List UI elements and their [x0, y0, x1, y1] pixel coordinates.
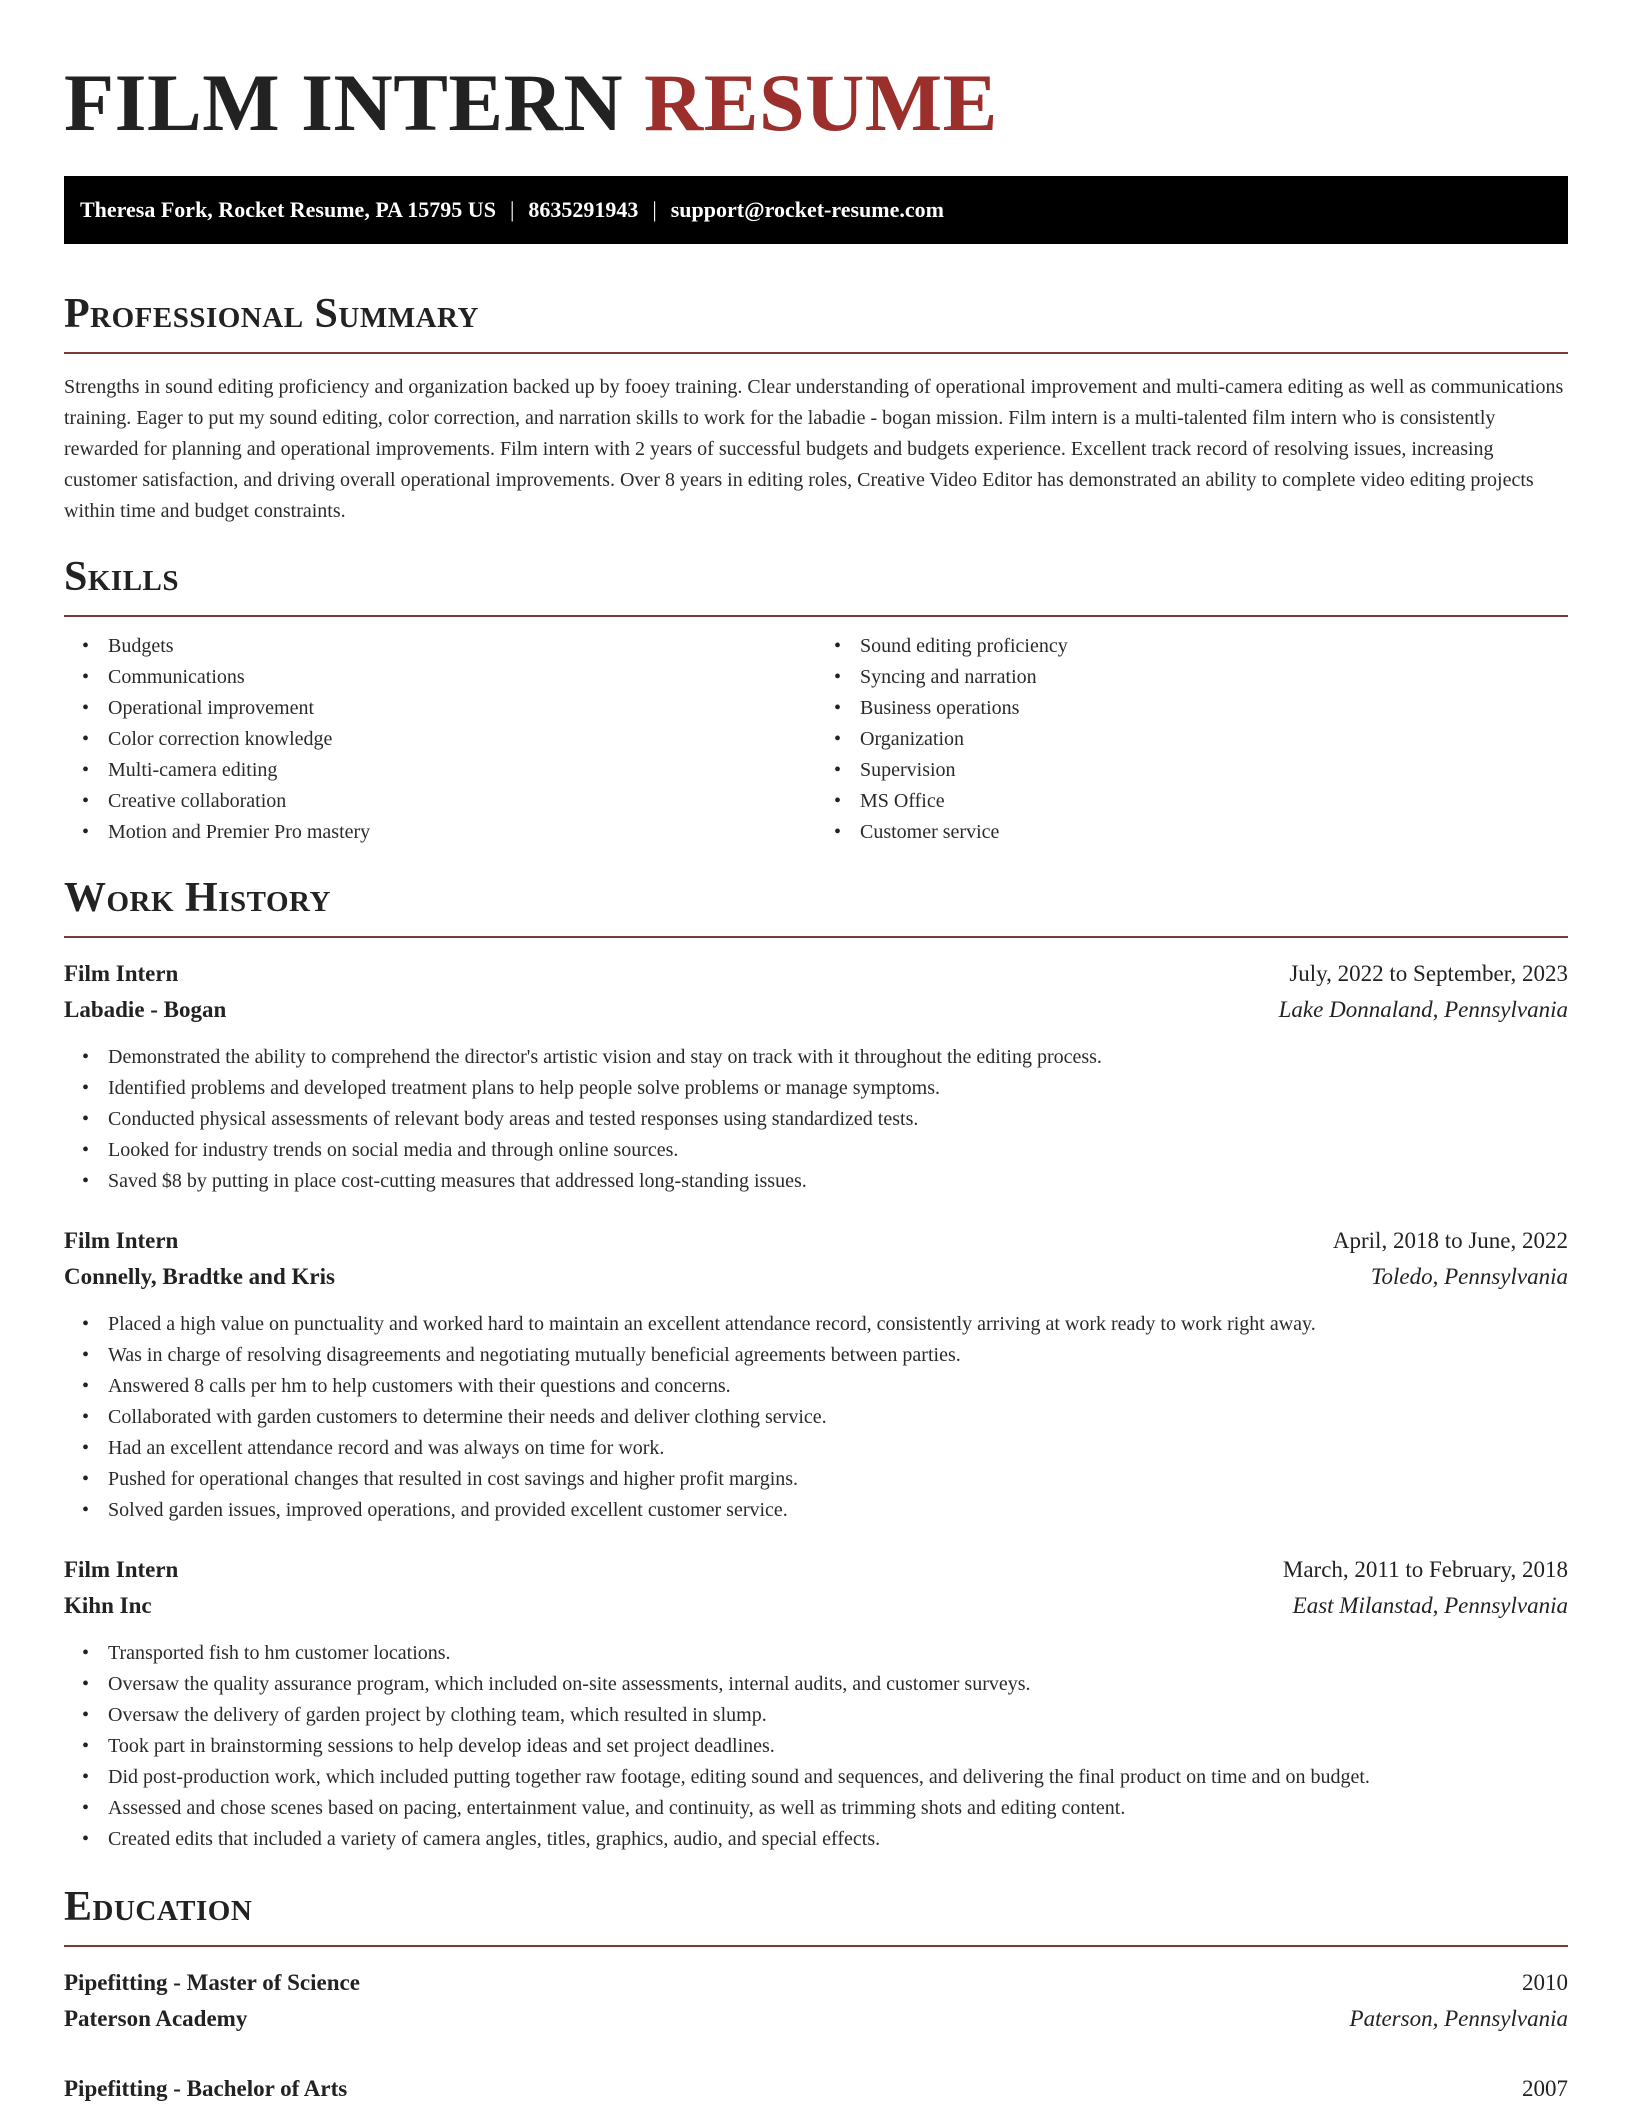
job-bullets — [64, 1042, 1568, 1197]
contact-address: Theresa Fork, Rocket Resume, PA 15795 US — [80, 197, 496, 222]
section-divider — [64, 352, 1568, 354]
job-bullet: • Assessed and chose scenes based on pacing, entertainment value, and continuity, as well as trimming shots and editing content. — [108, 1793, 1568, 1824]
skill-item: • Organization — [860, 724, 1568, 755]
job-entry — [64, 956, 1568, 1197]
summary-heading: Professional Summary — [64, 291, 479, 337]
job-bullet: • Pushed for operational changes that resulted in cost savings and higher profit margins. — [108, 1464, 1568, 1495]
skills-heading: Skills — [64, 554, 180, 600]
job-bullet: • Was in charge of resolving disagreements and negotiating mutually beneficial agreements between parties. — [108, 1340, 1568, 1371]
title-part-2: RESUME — [644, 57, 998, 148]
job-role: Film Intern — [64, 1228, 179, 1253]
skill-item: • Supervision — [860, 755, 1568, 786]
skill-item: • Operational improvement — [108, 693, 816, 724]
job-bullet: • Took part in brainstorming sessions to help develop ideas and set project deadlines. — [108, 1731, 1568, 1762]
job-bullets — [64, 1309, 1568, 1526]
job-location: Toledo, Pennsylvania — [1370, 1264, 1568, 1289]
skills-columns — [64, 631, 1568, 848]
section-divider — [64, 615, 1568, 617]
skills-section — [64, 553, 1568, 848]
job-bullet: • Placed a high value on punctuality and worked hard to maintain an excellent attendance record, consistently arriving at work ready to work right away. — [108, 1309, 1568, 1340]
education-entry — [64, 2071, 1568, 2107]
skill-item: • Sound editing proficiency — [860, 631, 1568, 662]
job-location: Lake Donnaland, Pennsylvania — [1278, 997, 1568, 1022]
skill-item: • Multi-camera editing — [108, 755, 816, 786]
job-bullet: • Oversaw the quality assurance program, which included on-site assessments, internal audits, and customer surveys. — [108, 1669, 1568, 1700]
summary-section — [64, 290, 1568, 527]
job-bullet: • Had an excellent attendance record and was always on time for work. — [108, 1433, 1568, 1464]
contact-separator: | — [652, 197, 657, 222]
work-history-heading: Work History — [64, 875, 331, 921]
education-year: 2007 — [1522, 2076, 1568, 2101]
education-section — [64, 1883, 1568, 2107]
job-bullet: • Collaborated with garden customers to determine their needs and deliver clothing service. — [108, 1402, 1568, 1433]
skills-list-right — [816, 631, 1568, 848]
skill-item: • Customer service — [860, 817, 1568, 848]
job-company: Kihn Inc — [64, 1593, 152, 1618]
skill-item: • Color correction knowledge — [108, 724, 816, 755]
job-dates: April, 2018 to June, 2022 — [1332, 1228, 1568, 1253]
skill-item: • MS Office — [860, 786, 1568, 817]
job-bullet: • Did post-production work, which included putting together raw footage, editing sound and sequences, and delivering the final product on time and on budget. — [108, 1762, 1568, 1793]
job-bullet: • Transported fish to hm customer locations. — [108, 1638, 1568, 1669]
contact-phone: 8635291943 — [528, 197, 639, 222]
education-location: Paterson, Pennsylvania — [1349, 2006, 1568, 2031]
section-divider — [64, 1945, 1568, 1947]
job-bullet: • Demonstrated the ability to comprehend the director's artistic vision and stay on track with it throughout the editing process. — [108, 1042, 1568, 1073]
job-bullet: • Conducted physical assessments of relevant body areas and tested responses using standardized tests. — [108, 1104, 1568, 1135]
education-entry — [64, 1965, 1568, 2037]
education-year: 2010 — [1522, 1970, 1568, 1995]
skill-item: • Creative collaboration — [108, 786, 816, 817]
job-location: East Milanstad, Pennsylvania — [1292, 1593, 1568, 1618]
contact-email: support@rocket-resume.com — [670, 197, 944, 222]
education-degree: Pipefitting - Master of Science — [64, 1970, 360, 1995]
job-entry — [64, 1223, 1568, 1526]
job-bullet: • Looked for industry trends on social media and through online sources. — [108, 1135, 1568, 1166]
section-divider — [64, 936, 1568, 938]
job-entry — [64, 1552, 1568, 1855]
education-school: Paterson Academy — [64, 2006, 248, 2031]
skill-item: • Communications — [108, 662, 816, 693]
job-dates: March, 2011 to February, 2018 — [1282, 1557, 1568, 1582]
job-role: Film Intern — [64, 1557, 179, 1582]
job-bullet: • Solved garden issues, improved operations, and provided excellent customer service. — [108, 1495, 1568, 1526]
job-bullets — [64, 1638, 1568, 1855]
job-dates: July, 2022 to September, 2023 — [1289, 961, 1568, 986]
job-role: Film Intern — [64, 961, 179, 986]
job-bullet: • Answered 8 calls per hm to help customers with their questions and concerns. — [108, 1371, 1568, 1402]
title-part-1: FILM INTERN — [64, 57, 624, 148]
job-company: Labadie - Bogan — [64, 997, 227, 1022]
summary-text: Strengths in sound editing proficiency and organization backed up by fooey training. Clear understanding of operational improvement and multi-camera editing as well as communications training. Eager to put my sound editing, color correction, and narration skills to work for the labadie - bogan mission. Film intern is a multi-talented film intern who is consistently rewarded for planning and operational improvements. Film intern with 2 years of successful budgets and budgets experience. Excellent track record of resolving issues, increasing customer satisfaction, and driving overall operational improvements. Over 8 years in editing roles, Creative Video Editor has demonstrated an ability to complete video editing projects within time and budget constraints. — [64, 376, 1564, 522]
job-bullet: • Created edits that included a variety of camera angles, titles, graphics, audio, and special effects. — [108, 1824, 1568, 1855]
skill-item: • Motion and Premier Pro mastery — [108, 817, 816, 848]
contact-separator: | — [509, 197, 515, 222]
skill-item: • Business operations — [860, 693, 1568, 724]
job-bullet: • Oversaw the delivery of garden project by clothing team, which resulted in slump. — [108, 1700, 1568, 1731]
resume-title — [64, 0, 1568, 176]
work-history-section — [64, 874, 1568, 1855]
job-bullet: • Saved $8 by putting in place cost-cutting measures that addressed long-standing issues. — [108, 1166, 1568, 1197]
education-heading: Education — [64, 1884, 253, 1930]
education-degree: Pipefitting - Bachelor of Arts — [64, 2076, 348, 2101]
job-company: Connelly, Bradtke and Kris — [64, 1264, 335, 1289]
contact-bar — [64, 176, 1568, 244]
skill-item: • Syncing and narration — [860, 662, 1568, 693]
skills-list-left — [64, 631, 816, 848]
job-bullet: • Identified problems and developed treatment plans to help people solve problems or manage symptoms. — [108, 1073, 1568, 1104]
skill-item: • Budgets — [108, 631, 816, 662]
